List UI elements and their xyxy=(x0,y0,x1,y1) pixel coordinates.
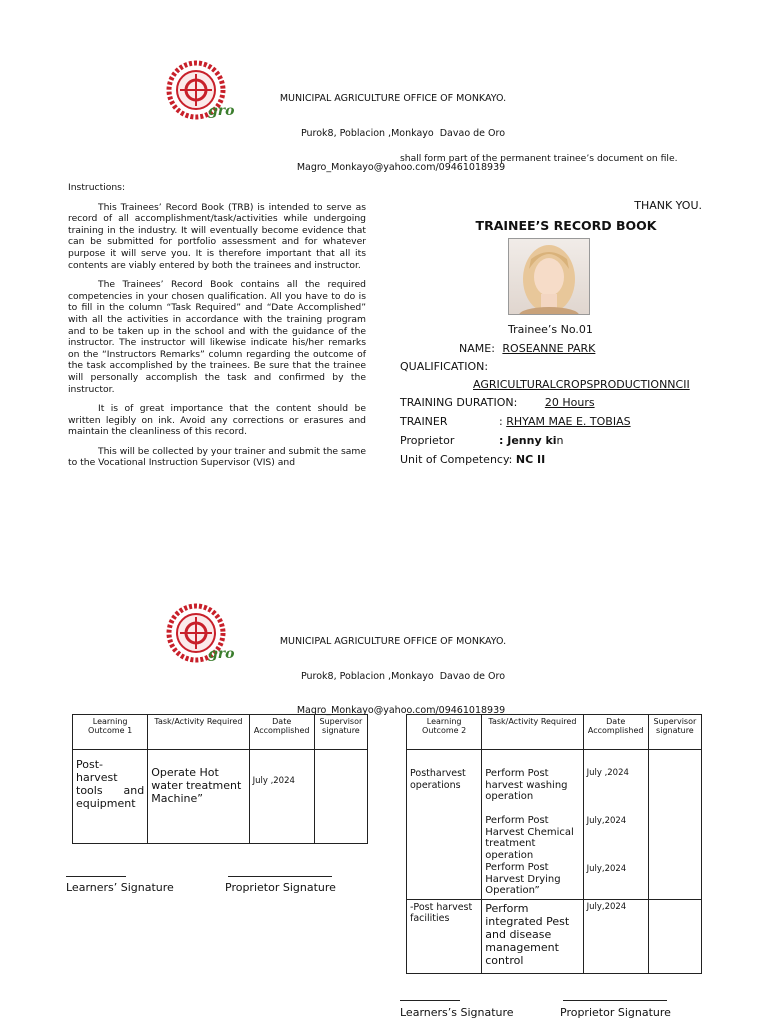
proprietor-name: : Jenny ki xyxy=(499,434,557,447)
date-item: July,2024 xyxy=(586,816,627,826)
task-cell: Operate Hot water treatment Machine” xyxy=(148,750,249,844)
record-table-1 xyxy=(72,714,368,844)
date-cell xyxy=(583,750,648,900)
duration-row xyxy=(400,396,661,409)
instructions-paragraph-1: This Trainees’ Record Book (TRB) is intended to serve as record of all accomplishment/task/activities while undergoing training in the industry. It will eventually become evidence that can be submitted for portfolio assessment and for whatever purpose it will serve you. It is therefore important that all its contents are viably entered by both the trainees and instructor. xyxy=(68,201,366,271)
task-item: Perform Post harvest washing operation xyxy=(485,768,568,803)
instructions-paragraph-2: The Trainees’ Record Book contains all the required competencies in your chosen qualification. All you have to do is to fill in the column “Task Required” and “Date Accomplished” with all the activities in accordance with the training program and to be taken up in the school and with the guidance of the instructor. The instructor will likewise indicate his/her remarks on the “Instructors Remarks” column regarding the outcome of the task accomplished by the trainees. Be sure that the trainee will personally accomplish the task and confirmed by the instructor. xyxy=(68,279,366,395)
record-table-2 xyxy=(406,714,702,974)
col-task-required: Task/Activity Required xyxy=(482,715,583,750)
office-name: MUNICIPAL AGRICULTURE OFFICE OF MONKAYO. xyxy=(279,93,507,104)
office-contact: Magro_Monkayo@yahoo.com/09461018939 xyxy=(296,162,506,173)
instructions-title: Instructions: xyxy=(68,182,126,193)
col-task-required: Task/Activity Required xyxy=(148,715,249,750)
office-address: Purok8, Poblacion ,Monkayo Davao de Oro xyxy=(300,127,506,139)
svg-text:gro: gro xyxy=(208,646,235,662)
svg-text:gro: gro xyxy=(208,103,235,119)
proprietor-name-tail: n xyxy=(556,434,564,447)
name-label: NAME: xyxy=(459,342,495,355)
record-book-title: TRAINEE’S RECORD BOOK xyxy=(475,218,657,233)
table-header-row xyxy=(73,715,368,750)
office-contact-2: Magro_Monkayo@yahoo.com/09461018939 xyxy=(296,705,506,716)
office-name-2: MUNICIPAL AGRICULTURE OFFICE OF MONKAYO. xyxy=(279,636,507,647)
outcome-cell: Post-harvest tools and equipment xyxy=(73,750,148,844)
qualification-value: AGRICULTURALCROPSPRODUCTIONNCII xyxy=(473,378,690,391)
task-cell: Perform integrated Pest and disease management control xyxy=(482,900,583,974)
task-cell xyxy=(482,750,583,900)
agriculture-logo xyxy=(166,60,236,122)
learner-signature-label-2: Learners’s Signature xyxy=(400,1006,514,1019)
agriculture-logo-2 xyxy=(166,603,236,665)
task-item: Perform Post Harvest Chemical treatment operation xyxy=(485,815,574,862)
col-supervisor-signature: Supervisor signature xyxy=(314,715,367,750)
office-header-2 xyxy=(268,613,518,728)
outcome-cell: Postharvest operations xyxy=(407,750,482,900)
date-item: July ,2024 xyxy=(586,768,629,778)
trainee-photo xyxy=(508,238,590,315)
date-cell: July ,2024 xyxy=(249,750,314,844)
proprietor-label: Proprietor xyxy=(400,434,455,447)
instructions-paragraph-3: It is of great importance that the content should be written legibly on ink. Avoid any corrections or erasures and maintain the cleanliness of this record. xyxy=(68,403,366,438)
unit-row xyxy=(400,453,545,466)
duration-label: TRAINING DURATION: xyxy=(400,396,518,409)
col-learning-outcome: Learning Outcome 1 xyxy=(73,715,148,750)
col-supervisor-signature: Supervisor signature xyxy=(648,715,701,750)
signature-cell[interactable] xyxy=(648,750,701,900)
table-row xyxy=(407,900,702,974)
unit-label: Unit of Competency: xyxy=(400,453,513,466)
trainer-name: RHYAM MAE E. TOBIAS xyxy=(506,415,631,428)
col-learning-outcome: Learning Outcome 2 xyxy=(407,715,482,750)
trainer-row: : RHYAM MAE E. TOBIAS xyxy=(499,415,631,428)
qualification-label: QUALIFICATION: xyxy=(400,360,489,373)
name-row xyxy=(459,342,595,355)
col-date-accomplished: Date Accomplished xyxy=(583,715,648,750)
signature-cell[interactable] xyxy=(314,750,367,844)
trainee-name: ROSEANNE PARK xyxy=(502,342,596,355)
instructions-paragraph-4: This will be collected by your trainer and submit the same to the Vocational Instruction Supervisor (VIS) and xyxy=(68,445,366,469)
proprietor-row xyxy=(499,434,564,447)
instructions-block xyxy=(68,182,366,477)
duration-value: 20 Hours xyxy=(544,396,595,409)
learner-signature-line xyxy=(66,876,126,877)
proprietor-signature-line xyxy=(228,876,332,877)
office-address-2: Purok8, Poblacion ,Monkayo Davao de Oro xyxy=(300,670,506,682)
trainer-label: TRAINER xyxy=(400,415,448,428)
learner-signature-label: Learners’ Signature xyxy=(66,881,174,894)
date-cell: July,2024 xyxy=(583,900,648,974)
unit-value: NC II xyxy=(515,453,546,466)
learner-signature-line-2 xyxy=(400,1000,460,1001)
table-header-row xyxy=(407,715,702,750)
proprietor-signature-label-2: Proprietor Signature xyxy=(560,1006,671,1019)
table-row xyxy=(407,750,702,900)
task-item: Perform Post Harvest Drying Operation” xyxy=(485,862,561,897)
table-row xyxy=(73,750,368,844)
outcome-cell: -Post harvest facilities xyxy=(407,900,482,974)
trainee-number: Trainee’s No.01 xyxy=(508,323,593,336)
thank-you: THANK YOU. xyxy=(634,199,702,212)
office-header xyxy=(268,70,518,185)
instructions-continued: shall form part of the permanent trainee’s document on file. xyxy=(400,153,678,164)
col-date-accomplished: Date Accomplished xyxy=(249,715,314,750)
proprietor-signature-label: Proprietor Signature xyxy=(225,881,336,894)
signature-cell[interactable] xyxy=(648,900,701,974)
proprietor-signature-line-2 xyxy=(563,1000,667,1001)
date-item: July,2024 xyxy=(586,864,627,874)
